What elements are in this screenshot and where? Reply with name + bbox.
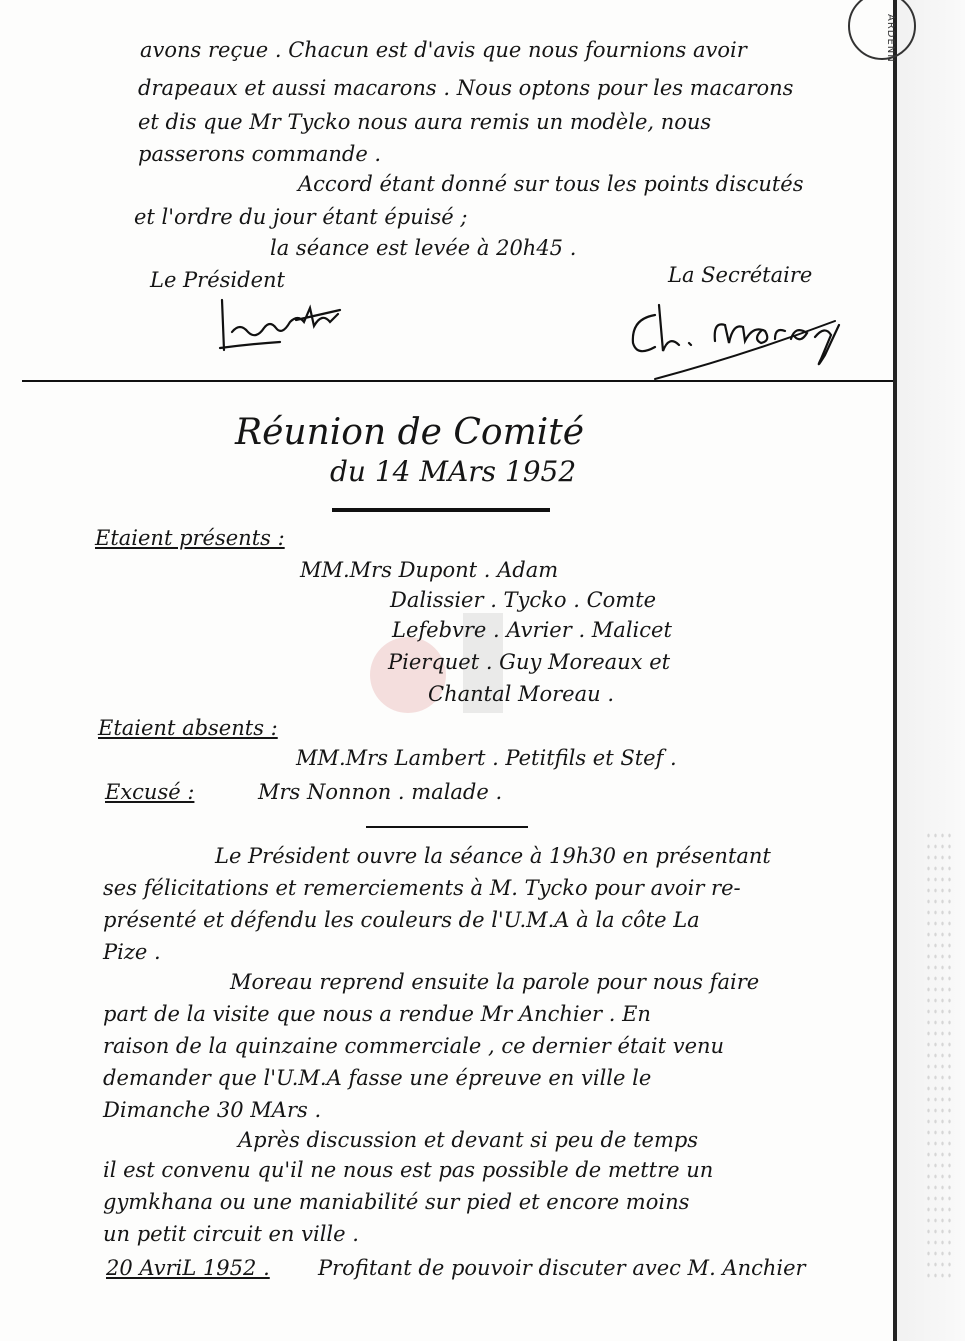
archive-stamp-text: ARDENN — [885, 14, 896, 63]
prev-line-1: avons reçue . Chacun est d'avis que nous fournions avoir — [140, 38, 747, 62]
body-line-8: demander que l'U.M.A fasse une épreuve en ville le — [103, 1066, 652, 1090]
prev-line-4: passerons commande . — [138, 142, 382, 166]
title-underline — [332, 508, 550, 512]
present-line-5: Chantal Moreau . — [428, 682, 614, 706]
binding-line — [893, 0, 897, 1341]
prev-line-5: Accord étant donné sur tous les points discutés — [298, 172, 804, 196]
secretary-label: La Secrétaire — [668, 263, 813, 287]
body-line-4: Pize . — [103, 940, 161, 964]
section-separator — [22, 380, 893, 382]
president-signature — [210, 292, 360, 362]
secretary-signature — [625, 295, 855, 385]
body-line-2: ses félicitations et remerciements à M. Tycko pour avoir re- — [103, 876, 741, 900]
excused-line: Mrs Nonnon . malade . — [258, 780, 503, 804]
body-line-6: part de la visite que nous a rendue Mr Anchier . En — [103, 1002, 651, 1026]
present-line-2: Dalissier . Tycko . Comte — [390, 588, 657, 612]
last-line: Profitant de pouvoir discuter avec M. Anchier — [318, 1256, 806, 1280]
body-line-5: Moreau reprend ensuite la parole pour nous faire — [230, 970, 760, 994]
absent-heading: Etaient absents : — [98, 716, 278, 740]
scan-noise — [925, 830, 955, 1280]
body-line-10: Après discussion et devant si peu de temps — [238, 1128, 699, 1152]
prev-line-6: et l'ordre du jour étant épuisé ; — [134, 205, 468, 229]
president-label: Le Président — [150, 268, 285, 292]
body-line-1: Le Président ouvre la séance à 19h30 en présentant — [215, 844, 771, 868]
absent-line: MM.Mrs Lambert . Petitfils et Stef . — [296, 746, 677, 770]
present-line-4: Pierquet . Guy Moreaux et — [388, 650, 671, 674]
present-line-1: MM.Mrs Dupont . Adam — [300, 558, 559, 582]
excused-heading: Excusé : — [105, 780, 195, 804]
short-separator — [366, 826, 528, 828]
body-line-12: gymkhana ou une maniabilité sur pied et encore moins — [103, 1190, 690, 1214]
present-heading: Etaient présents : — [95, 526, 285, 550]
meeting-title: Réunion de Comité — [235, 412, 585, 453]
body-line-11: il est convenu qu'il ne nous est pas possible de mettre un — [103, 1158, 714, 1182]
present-line-3: Lefebvre . Avrier . Malicet — [392, 618, 672, 642]
prev-line-2: drapeaux et aussi macarons . Nous optons pour les macarons — [138, 76, 794, 100]
date-heading: 20 AvriL 1952 . — [106, 1256, 270, 1280]
body-line-7: raison de la quinzaine commerciale , ce dernier était venu — [103, 1034, 725, 1058]
prev-line-3: et dis que Mr Tycko nous aura remis un modèle, nous — [138, 110, 712, 134]
meeting-date-title: du 14 MArs 1952 — [330, 455, 577, 488]
prev-line-7: la séance est levée à 20h45 . — [270, 236, 577, 260]
body-line-9: Dimanche 30 MArs . — [103, 1098, 322, 1122]
body-line-13: un petit circuit en ville . — [103, 1222, 359, 1246]
body-line-3: présenté et défendu les couleurs de l'U.M.A à la côte La — [103, 908, 700, 932]
